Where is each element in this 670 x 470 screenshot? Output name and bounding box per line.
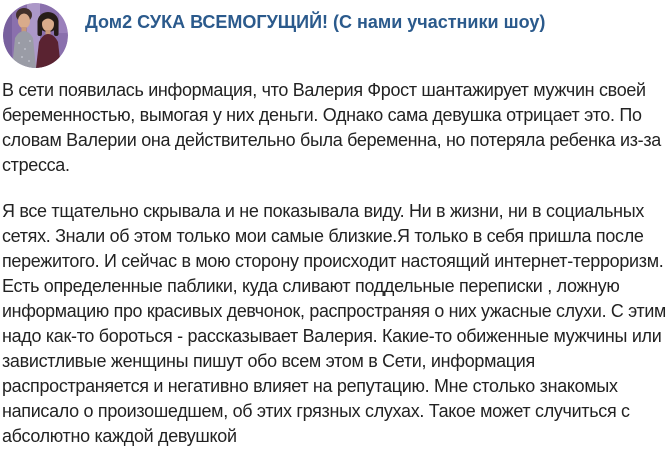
two-women-avatar-icon xyxy=(3,3,68,68)
community-avatar[interactable] xyxy=(3,3,68,68)
post-text-line: Есть определенные паблики, куда сливают поддельные переписки , ложную xyxy=(2,276,620,296)
post-paragraph xyxy=(2,199,668,449)
post-paragraph xyxy=(2,78,668,178)
post-text-line: сетях. Знали об этом только мои самые близкие.Я только в себя пришла после xyxy=(2,226,644,246)
post-text-line: Я все тщательно скрывала и не показывала виду. Ни в жизни, ни в социальных xyxy=(2,201,645,221)
post-text-line: информацию про красивых девчонок, распространяя о них ужасные слухи. С этим xyxy=(2,301,666,321)
post-text xyxy=(2,78,668,470)
post-text-line: абсолютно каждой девушкой xyxy=(2,426,237,446)
post-text-line: словам Валерии она действительно была беременна, но потеряла ребенка из-за xyxy=(2,130,661,150)
post-text-line: надо как-то бороться - рассказывает Валерия. Какие-то обиженные мужчины или xyxy=(2,326,662,346)
post-text-line: распространяется и негативно влияет на репутацию. Мне столько знакомых xyxy=(2,376,618,396)
post-text-line: завистливые женщины пишут обо всем этом в Сети, информация xyxy=(2,351,535,371)
community-name-link[interactable]: Дом2 СУКА ВСЕМОГУЩИЙ! (С нами участники шоу) xyxy=(85,12,546,32)
post-text-line: беременностью, вымогая у них деньги. Однако сама девушка отрицает это. По xyxy=(2,105,642,125)
post-text-line: В сети появилась информация, что Валерия Фрост шантажирует мужчин своей xyxy=(2,80,646,100)
post-text-line: написало о произошедшем, об этих грязных слухах. Такое может случиться с xyxy=(2,401,630,421)
post-text-line: пережитого. И сейчас в мою сторону происходит настоящий интернет-терроризм. xyxy=(2,251,664,271)
post-text-line: стресса. xyxy=(2,155,70,175)
